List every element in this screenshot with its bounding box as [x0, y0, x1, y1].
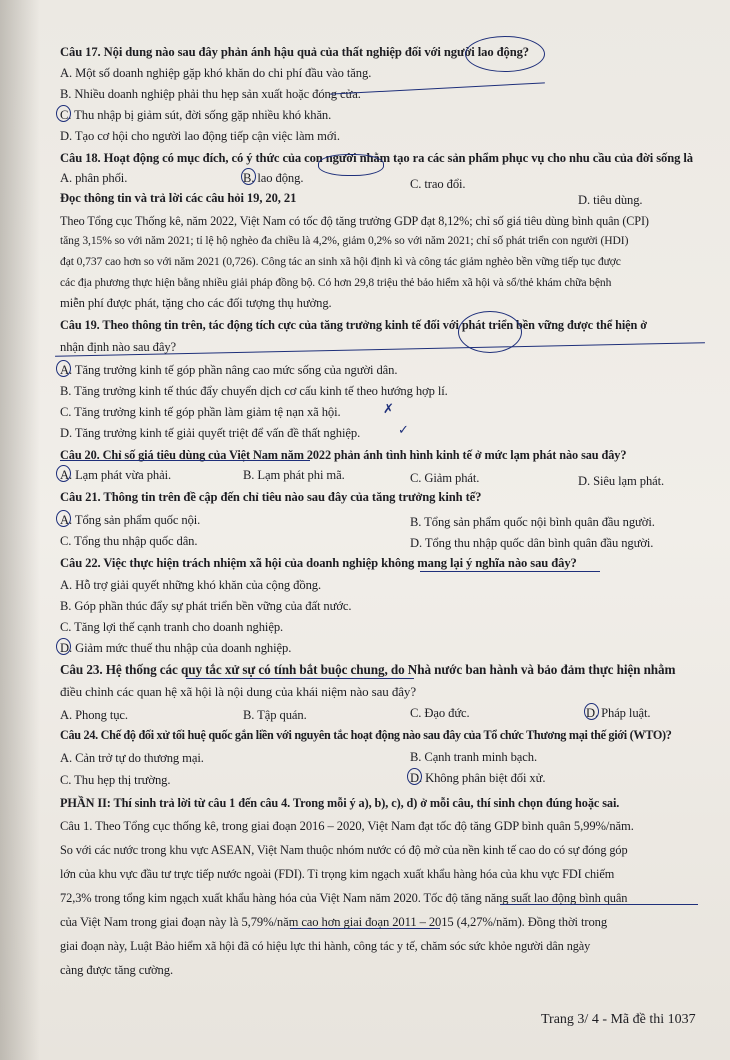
pen-cross-q19-c: ✗ [383, 402, 394, 417]
q23-option-a: A. Phong tục. [60, 708, 128, 722]
q20-option-a: A. Lạm phát vừa phải. [60, 468, 172, 482]
q20-option-b: B. Lạm phát phi mã. [243, 468, 345, 482]
q24-option-b: B. Cạnh tranh minh bạch. [410, 750, 538, 764]
q19-option-b: B. Tăng trưởng kinh tế thúc đẩy chuyển dịch cơ cấu kinh tế theo hướng hợp lí. [60, 384, 448, 398]
pen-underline-q23 [186, 678, 414, 679]
q18-question: Câu 18. Hoạt động có mục đích, có ý thức của con người nhằm tạo ra các sản phẩm phục vụ cho nhu cầu của đời sống là [60, 151, 693, 165]
q20-question: Câu 20. Chỉ số giá tiêu dùng của Việt Nam năm 2022 phản ánh tình hình kinh tế ở mức lạm phát nào sau đây? [60, 448, 627, 462]
pen-circle-q17-c [56, 105, 71, 122]
q20-option-d: D. Siêu lạm phát. [578, 474, 665, 488]
pen-underline-part2-b [290, 928, 440, 929]
part2-line-4: 72,3% trong tổng kim ngạch xuất khẩu hàng hóa của Việt Nam năm 2020. Tốc độ tăng năng suất lao động bình quân [60, 891, 628, 905]
q23-question: Câu 23. Hệ thống các quy tắc xử sự có tính bắt buộc chung, do Nhà nước ban hành và bảo đảm thực hiện nhằm [60, 662, 676, 677]
part2-line-6: giai đoạn này, Luật Bảo hiểm xã hội đã có hiệu lực thi hành, công tác y tế, chăm sóc sức khỏe người dân ngày [60, 939, 591, 953]
part2-line-7: càng được tăng cường. [60, 963, 173, 977]
q24-question: Câu 24. Chế độ đối xử tối huệ quốc gắn liền với nguyên tắc hoạt động nào sau đây của Tổ chức Thương mại thế giới (WTO)? [60, 728, 672, 742]
q21-option-a: A. Tổng sản phẩm quốc nội. [60, 513, 201, 527]
q24-option-d: D. Không phân biệt đối xử. [410, 771, 546, 785]
part2-line-1: Câu 1. Theo Tổng cục thống kê, trong giai đoạn 2016 – 2020, Việt Nam đạt tốc độ tăng GDP bình quân 5,99%/năm. [60, 819, 634, 833]
part2-line-2: So với các nước trong khu vực ASEAN, Việt Nam thuộc nhóm nước có độ mở của nền kinh tế cao do có sự đóng góp [60, 843, 628, 857]
q21-option-d: D. Tổng thu nhập quốc dân bình quân đầu người. [410, 536, 654, 550]
q23-option-c: C. Đạo đức. [410, 706, 470, 720]
part2-heading: PHẦN II: Thí sinh trả lời từ câu 1 đến câu 4. Trong mỗi ý a), b), c), d) ở mỗi câu, thí sinh chọn đúng hoặc sai. [60, 796, 620, 810]
page-footer: Trang 3/ 4 - Mã đề thi 1037 [541, 1012, 696, 1027]
q23-option-b: B. Tập quán. [243, 708, 307, 722]
pen-tick-q19-d: ✓ [398, 423, 409, 438]
pen-circle-q23-d [584, 703, 599, 720]
q18-option-a: A. phân phối. [60, 171, 128, 185]
q19-question-cont: nhận định nào sau đây? [60, 340, 177, 354]
pen-circle-q24-d [407, 768, 422, 785]
info-line-2: tăng 3,15% so với năm 2021; tỉ lệ hộ nghèo đa chiều là 4,2%, giảm 0,2% so với năm 2021; chỉ số phát triển con người (HDI) [60, 234, 629, 247]
q17-option-a: A. Một số doanh nghiệp gặp khó khăn do chi phí đầu vào tăng. [60, 66, 372, 80]
q18-option-b: B. lao động. [243, 171, 304, 185]
q24-option-c: C. Thu hẹp thị trường. [60, 773, 171, 787]
q22-option-c: C. Tăng lợi thế cạnh tranh cho doanh nghiệp. [60, 620, 284, 634]
info-line-3: đạt 0,737 cao hơn so với năm 2021 (0,726). Công tác an sinh xã hội định kì và công tác giảm nghèo bền vững tiếp tục được [60, 255, 621, 268]
q23-question-cont: điều chỉnh các quan hệ xã hội là nội dung của khái niệm nào sau đây? [60, 684, 416, 699]
q23-option-d: D. Pháp luật. [586, 706, 651, 720]
q18-option-d: D. tiêu dùng. [578, 193, 643, 207]
q24-option-a: A. Cản trở tự do thương mại. [60, 751, 204, 765]
pen-circle-q18-b [241, 168, 256, 185]
q21-option-c: C. Tổng thu nhập quốc dân. [60, 534, 198, 548]
pen-circle-q19-a [56, 360, 71, 377]
q18-option-c: C. trao đổi. [410, 177, 466, 191]
info-line-1: Theo Tổng cục Thống kê, năm 2022, Việt Nam có tốc độ tăng trưởng GDP đạt 8,12%; chỉ số giá tiêu dùng bình quân (CPI) [60, 214, 649, 228]
pen-underline-q22 [420, 571, 600, 572]
info-line-5: miễn phí được phát, tặng cho các đối tượng thụ hưởng. [60, 296, 332, 310]
q22-option-a: A. Hỗ trợ giải quyết những khó khăn của cộng đồng. [60, 578, 322, 592]
q22-option-b: B. Góp phần thúc đẩy sự phát triển bền vững của đất nước. [60, 599, 352, 613]
q17-question: Câu 17. Nội dung nào sau đây phản ánh hậu quả của thất nghiệp đối với người lao động? [60, 45, 529, 59]
pen-underline-q17 [330, 82, 545, 94]
pen-underline-q20 [60, 460, 310, 461]
q19-option-a: A. Tăng trưởng kinh tế góp phần nâng cao mức sống của người dân. [60, 363, 398, 377]
q17-option-d: D. Tạo cơ hội cho người lao động tiếp cận việc làm mới. [60, 129, 340, 143]
q19-option-d: D. Tăng trưởng kinh tế giải quyết triệt để vấn đề thất nghiệp. [60, 426, 361, 440]
pen-underline-part2 [500, 904, 698, 905]
q19-option-c: C. Tăng trưởng kinh tế góp phần làm giảm tệ nạn xã hội. [60, 405, 341, 419]
pen-circle-nham-tao-ra [318, 154, 384, 176]
info-line-4: các địa phương thực hiện bằng nhiều giải pháp đồng bộ. Có hơn 29,8 triệu thẻ bảo hiểm xã hội và sổ/thẻ khám chữa bệnh [60, 276, 612, 289]
q19-question: Câu 19. Theo thông tin trên, tác động tích cực của tăng trưởng kinh tế đối với phát triển bền vững được thể hiện ở [60, 318, 647, 332]
q21-question: Câu 21. Thông tin trên đề cập đến chỉ tiêu nào sau đây của tăng trưởng kinh tế? [60, 490, 482, 504]
part2-line-5: của Việt Nam trong giai đoạn này là 5,79%/năm cao hơn giai đoạn 2011 – 2015 (4,27%/năm). Đồng thời trong [60, 915, 608, 929]
pen-circle-nguoi-lao-dong [465, 36, 545, 72]
pen-circle-q21-a [56, 510, 71, 527]
pen-circle-q20-a [56, 465, 71, 482]
q17-option-b: B. Nhiều doanh nghiệp phải thu hẹp sản xuất hoặc đóng cửa. [60, 87, 361, 101]
q21-option-b: B. Tổng sản phẩm quốc nội bình quân đầu người. [410, 515, 655, 529]
q20-option-c: C. Giảm phát. [410, 471, 480, 485]
part2-line-3: lớn của khu vực đầu tư trực tiếp nước ngoài (FDI). Tỉ trọng kim ngạch xuất khẩu hàng hóa của khu vực FDI chiếm [60, 867, 615, 881]
q22-question: Câu 22. Việc thực hiện trách nhiệm xã hội của doanh nghiệp không mang lại ý nghĩa nào sau đây? [60, 556, 577, 570]
info-heading: Đọc thông tin và trả lời các câu hỏi 19, 20, 21 [60, 191, 297, 205]
pen-circle-q22-d [56, 638, 71, 655]
q17-option-c: C. Thu nhập bị giảm sút, đời sống gặp nhiều khó khăn. [60, 108, 332, 122]
q22-option-d: D. Giảm mức thuế thu nhập của doanh nghiệp. [60, 641, 292, 655]
